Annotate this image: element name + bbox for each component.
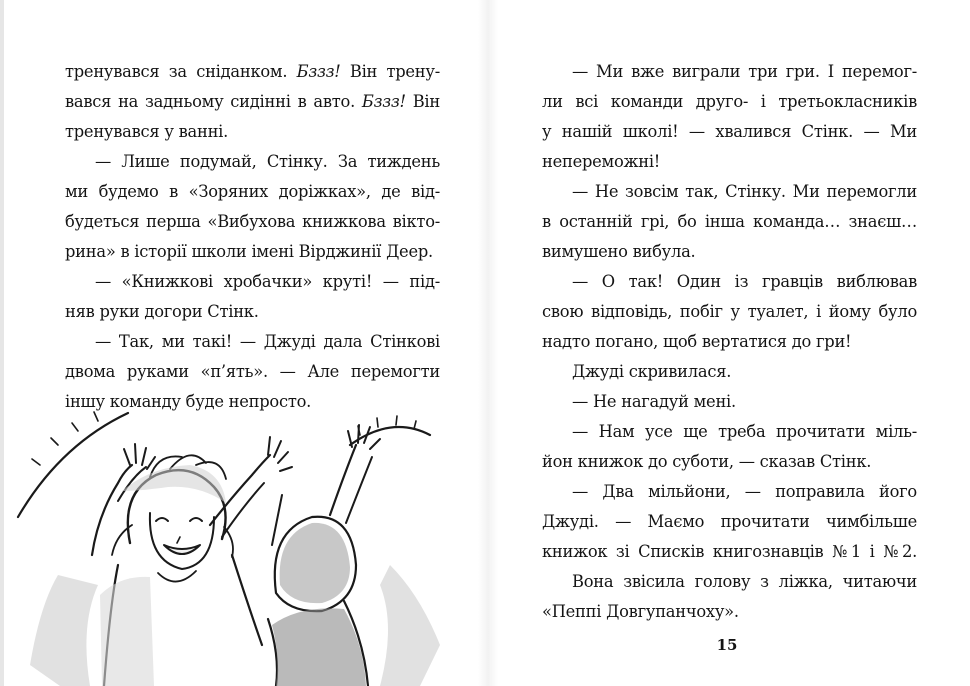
left-page-text — [65, 57, 440, 417]
text-line: — Ми вже виграли три гри. І перемог- — [572, 62, 917, 81]
text-line: — Так, ми такі! — Джуді дала Стінкові — [95, 332, 440, 351]
text-line: надто погано, щоб вертатися до гри! — [542, 332, 852, 351]
text-line: — Два мільйони, — поправила його — [572, 482, 917, 501]
page-number: 15 — [716, 636, 738, 654]
text-line: — Не нагадуй мені. — [572, 392, 736, 411]
text-line: вався на задньому сидінні в авто. Бззз! Він — [65, 92, 440, 111]
text-line: — Не зовсім так, Стінку. Ми перемогли — [572, 182, 917, 201]
text-line: — О так! Один із гравців виблював — [572, 272, 917, 291]
text-line: — «Книжкові хробачки» круті! — під- — [95, 272, 440, 291]
text-line: — Нам усе ще треба прочитати міль- — [572, 422, 917, 441]
text-line: іншу команду буде непросто. — [65, 392, 312, 411]
text-line: няв руки догори Стінк. — [65, 302, 259, 321]
text-line: йон книжок до суботи, — сказав Стінк. — [542, 452, 872, 471]
high-five-illustration — [0, 405, 460, 686]
text-line: непереможні! — [542, 152, 661, 171]
right-page-text — [542, 57, 917, 627]
text-line: Джуді скривилася. — [572, 362, 732, 381]
text-line: тренувався за сніданком. Бззз! Він трену- — [65, 62, 440, 81]
text-line: свою відповідь, побіг у туалет, і йому було — [542, 302, 917, 321]
text-line: у нашій школі! — хвалився Стінк. — Ми — [542, 122, 917, 141]
text-line: рина» в історії школи імені Вірджинії Деер. — [65, 242, 433, 261]
book-gutter — [478, 0, 498, 686]
text-line: в останній грі, бо інша команда… знаєш… — [542, 212, 917, 231]
text-line: тренувався у ванні. — [65, 122, 229, 141]
text-line: двома руками «п’ять». — Але перемогти — [65, 362, 440, 381]
text-line: вимушено вибула. — [542, 242, 696, 261]
text-line: — Лише подумай, Стінку. За тиждень — [95, 152, 440, 171]
text-line: Вона звісила голову з ліжка, читаючи — [572, 572, 917, 591]
text-line: ли всі команди друго- і третьокласників — [542, 92, 917, 111]
text-line: ми будемо в «Зоряних доріжках», де від- — [65, 182, 440, 201]
text-line: «Пеппі Довгупанчоху». — [542, 602, 739, 621]
text-line: книжок зі Списків книгознавців №1 і №2. — [542, 542, 917, 561]
text-line: Джуді. — Маємо прочитати чимбільше — [542, 512, 917, 531]
text-line: будеться перша «Вибухова книжкова вікто- — [65, 212, 440, 231]
